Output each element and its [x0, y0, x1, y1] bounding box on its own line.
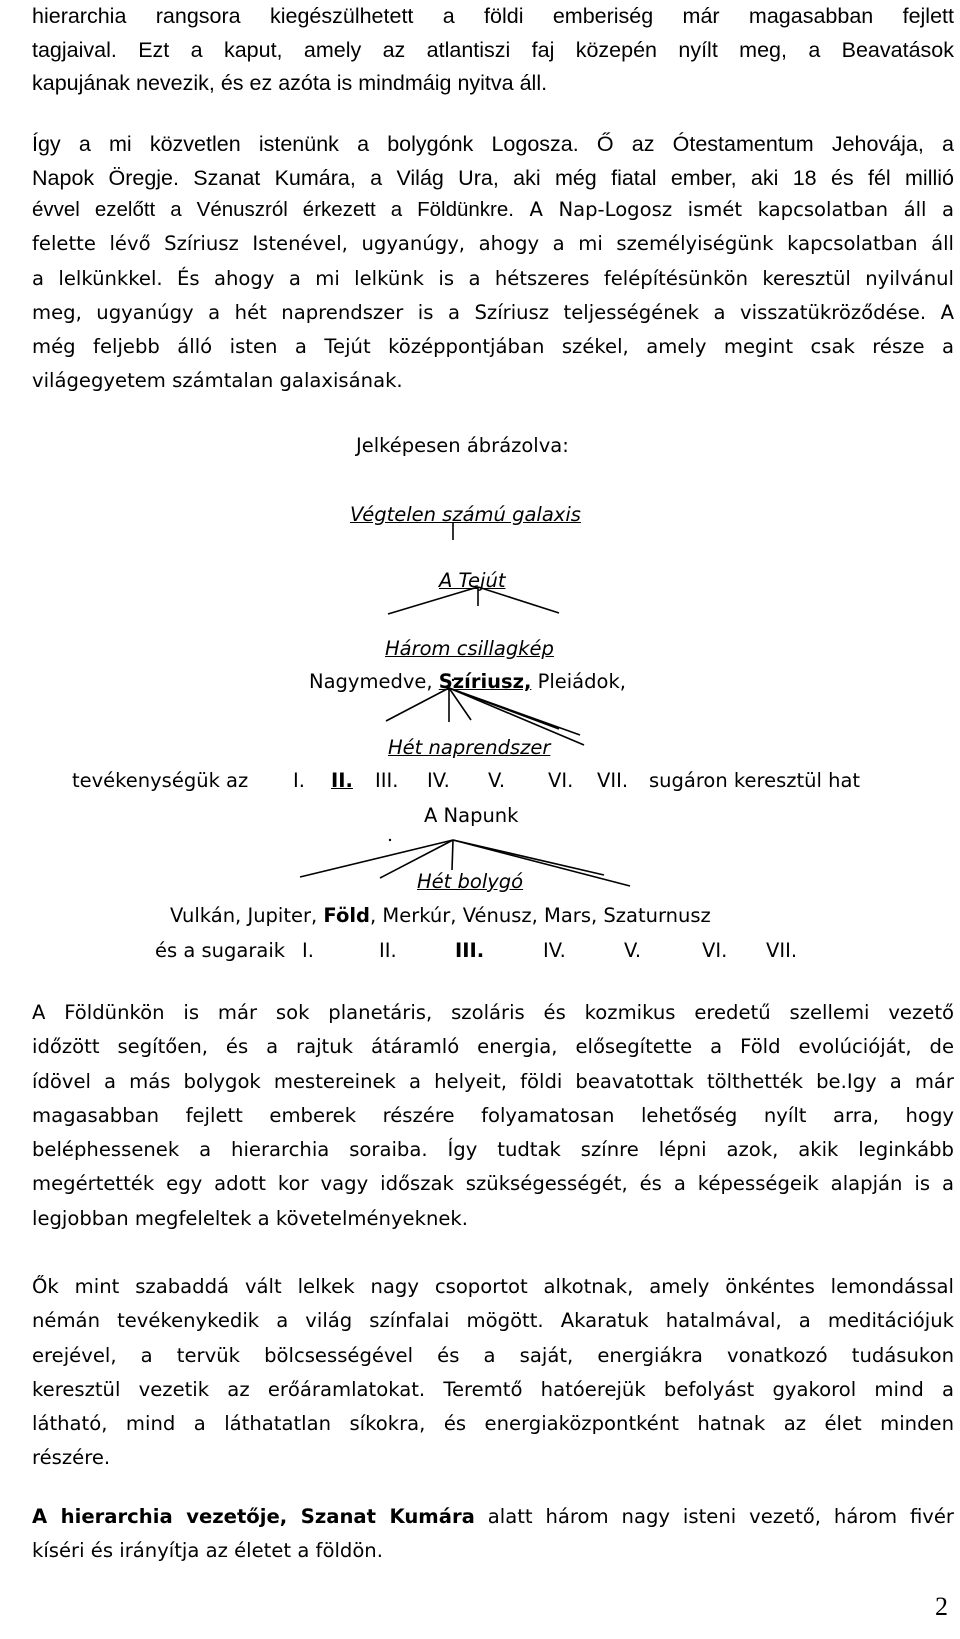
paragraph-line: beléphessenek a hierarchia soraiba. Így tudtak színre lépni azok, akik leginkább: [32, 1138, 954, 1162]
paragraph-line: erejével, a tervük bölcsességével és a saját, energiákra vonatkozó tudásukon: [32, 1343, 954, 1367]
planet-ray-numeral: II.: [379, 939, 397, 962]
diagram-constellations-list: [309, 669, 626, 695]
planet-name: Vulkán, Jupiter,: [170, 904, 324, 927]
paragraph-line: megértették egy adott kor vagy időszak szükségességét, és a képességeik alapján is a: [32, 1172, 954, 1196]
diagram-our-sun-label: A Napunk: [424, 804, 519, 827]
planet-ray-numeral: V.: [624, 939, 642, 962]
paragraph-line: A Földünkön is már sok planetáris, szoláris és kozmikus eredetű szellemi vezető: [32, 1001, 954, 1024]
ray-numeral: IV.: [427, 769, 450, 792]
planet-ray-numeral: IV.: [543, 939, 566, 962]
diagram-seven-planets-label: Hét bolygó: [417, 870, 524, 893]
diagram-rays-suffix: sugáron keresztül hat: [649, 769, 861, 792]
paragraph-fragment: évvel ezelőtt a Vénuszról érkezett a Földünkre.: [32, 198, 514, 221]
paragraph-line: világegyetem számtalan galaxisának.: [32, 369, 403, 393]
constellation-name: Pleiádok,: [531, 670, 626, 693]
paragraph-line: hierarchia rangsora kiegészülhetett a földi emberiség már magasabban fejlett: [32, 4, 954, 28]
paragraph-line: látható, mind a láthatatlan síkokra, és energiaközpontként hatnak az élet minden: [32, 1412, 954, 1436]
paragraph-line: ídövel a más bolygok mestereinek a helyeit, földi beavatottak tölthették be.Igy a már: [32, 1069, 954, 1093]
planet-name-highlight: Föld: [323, 904, 370, 927]
ray-numeral: V.: [488, 769, 506, 792]
paragraph-line: kíséri és irányítja az életet a földön.: [32, 1539, 383, 1563]
ray-numeral-highlight: II.: [331, 769, 353, 792]
planet-ray-numeral: VII.: [766, 939, 798, 962]
ray-numeral: VII.: [597, 769, 629, 792]
paragraph-line: kapujának nevezik, és ez azóta is mindmáig nyitva áll.: [32, 71, 548, 95]
paragraph-line: még feljebb álló isten a Tejút középpontjában székel, amely megint csak része a: [32, 335, 954, 359]
diagram-galaxies-label: Végtelen számú galaxis: [350, 503, 581, 526]
paragraph-line: legjobban megfeleltek a követelményeknek.: [32, 1206, 468, 1230]
diagram-planet-rays-prefix: és a sugaraik: [155, 939, 286, 962]
paragraph-line: tagjaival. Ezt a kaput, amely az atlantiszi faj közepén nyílt meg, a Beavatások: [32, 37, 954, 62]
paragraph-4: [32, 1270, 954, 1476]
planet-ray-numeral: VI.: [702, 939, 728, 962]
paragraph-5: [32, 1500, 954, 1569]
diagram-three-constellations-label: Három csillagkép: [385, 637, 554, 660]
paragraph-bold-lead: A hierarchia vezetője, Szanat Kumára: [32, 1505, 475, 1528]
ray-numeral: III.: [375, 769, 399, 792]
paragraph-line: Így a mi közvetlen istenünk a bolygónk Logosza. Ő az Ótestamentum Jehovája, a: [32, 132, 954, 156]
planet-name: , Merkúr, Vénusz, Mars, Szaturnusz: [370, 904, 711, 927]
paragraph-line: időzött segítően, és a rajtuk átáramló energia, elősegítette a Föld evolúcióját, de: [32, 1035, 954, 1059]
paragraph-line: meg, ugyanúgy a hét naprendszer is a Szíriusz teljességének a visszatükröződése. A: [32, 300, 954, 324]
ray-numeral: VI.: [548, 769, 574, 792]
paragraph-line: keresztül vezetik az erőáramlatokat. Teremtő hatóerejük befolyást gyakorol mind a: [32, 1377, 954, 1401]
paragraph-line: magasabban fejlett emberek részére folyamatosan lehetőség nyílt arra, hogy: [32, 1103, 954, 1127]
page-number: 2: [935, 1592, 948, 1621]
constellation-name: Nagymedve,: [309, 670, 439, 693]
planet-ray-numeral-highlight: III.: [455, 939, 485, 962]
paragraph-line: részére.: [32, 1446, 111, 1470]
planet-ray-numeral: I.: [302, 939, 314, 962]
diagram-milky-way-label: A Tejút: [439, 569, 506, 592]
paragraph-line: a lelkünkkel. És ahogy a mi lelkünk is a hétszeres felépítésünkön keresztül nyilvánul: [32, 266, 954, 290]
paragraph-line: némán tevékenykedik a világ színfalai mögött. Akaratuk hatalmával, a meditációjuk: [32, 1309, 954, 1333]
paragraph-line: Ők mint szabaddá vált lelkek nagy csoportot alkotnak, amely önkéntes lemondással: [32, 1275, 954, 1298]
paragraph-line: Napok Öregje. Szanat Kumára, a Világ Ura, aki még fiatal ember, aki 18 és fél millió: [32, 165, 954, 190]
diagram-seven-suns-label: Hét naprendszer: [388, 736, 551, 759]
paragraph-line: felette lévő Szíriusz Istenével, ugyanúgy, ahogy a mi személyiségünk kapcsolatban áll: [32, 232, 954, 256]
paragraph-line: [32, 1500, 954, 1534]
ray-numeral: I.: [293, 769, 305, 792]
diagram-heading: Jelképesen ábrázolva:: [356, 434, 569, 457]
paragraph-3: [32, 996, 954, 1236]
constellation-name-highlight: Szíriusz,: [438, 670, 532, 693]
paragraph-fragment: alatt három nagy isteni vezető, három fivér: [474, 1505, 954, 1528]
diagram-planets-list: [170, 903, 711, 929]
paragraph-fragment: A Nap-Logosz ismét kapcsolatban áll a: [529, 198, 955, 221]
diagram-rays-prefix: tevékenységük az: [72, 769, 249, 792]
